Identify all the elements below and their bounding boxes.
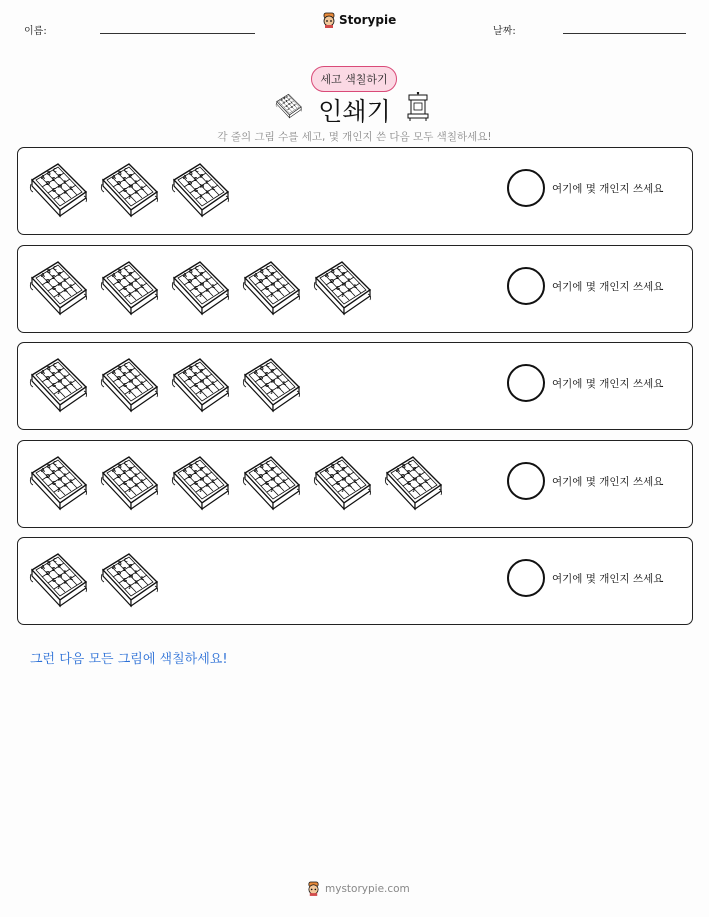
date-line[interactable] (563, 33, 686, 34)
type-tray-icon (170, 258, 232, 318)
answer-circle[interactable] (507, 364, 545, 402)
count-row-5 (17, 537, 693, 625)
type-tray-icon (312, 453, 374, 513)
type-tray-icon (312, 258, 374, 318)
type-tray-icon (99, 258, 161, 318)
footer (307, 881, 410, 896)
answer-circle[interactable] (507, 559, 545, 597)
storypie-mascot-icon (322, 12, 336, 28)
count-row-1 (17, 147, 693, 235)
name-line[interactable] (100, 33, 255, 34)
count-row-2 (17, 245, 693, 333)
type-tray-icon (170, 453, 232, 513)
name-label: 이름: (24, 26, 47, 37)
answer-circle[interactable] (507, 267, 545, 305)
type-tray-icon (99, 453, 161, 513)
answer-hint: 여기에 몇 개인지 쓰세요 (552, 476, 664, 488)
type-tray-icon (170, 355, 232, 415)
type-tray-icon (241, 258, 303, 318)
type-tray-icon (28, 550, 90, 610)
page-title: 인쇄기 (318, 97, 391, 126)
instructions: 각 줄의 그림 수를 세고, 몇 개인지 쓴 다음 모두 색칠하세요! (217, 131, 492, 143)
brand-name: Storypie (339, 13, 397, 27)
answer-hint: 여기에 몇 개인지 쓰세요 (552, 281, 664, 293)
type-tray-icon (241, 453, 303, 513)
type-tray-icon (170, 160, 232, 220)
type-tray-icon (99, 355, 161, 415)
brand (322, 12, 396, 28)
count-row-3 (17, 342, 693, 430)
date-label: 날짜: (493, 26, 516, 37)
printing-press-icon (405, 92, 431, 122)
type-tray-icon (99, 550, 161, 610)
answer-circle[interactable] (507, 169, 545, 207)
answer-hint: 여기에 몇 개인지 쓰세요 (552, 378, 664, 390)
type-tray-icon (28, 258, 90, 318)
type-tray-icon (28, 453, 90, 513)
answer-hint: 여기에 몇 개인지 쓰세요 (552, 573, 664, 585)
answer-hint: 여기에 몇 개인지 쓰세요 (552, 183, 664, 195)
footer-site: mystorypie.com (325, 882, 410, 895)
answer-circle[interactable] (507, 462, 545, 500)
activity-badge: 세고 색칠하기 (311, 66, 397, 92)
type-tray-icon (383, 453, 445, 513)
coloring-instruction: 그런 다음 모든 그림에 색칠하세요! (30, 652, 228, 667)
type-tray-icon (28, 160, 90, 220)
count-row-4 (17, 440, 693, 528)
storypie-mascot-icon (307, 881, 320, 896)
type-tray-icon (241, 355, 303, 415)
type-tray-icon (28, 355, 90, 415)
type-tray-icon (99, 160, 161, 220)
